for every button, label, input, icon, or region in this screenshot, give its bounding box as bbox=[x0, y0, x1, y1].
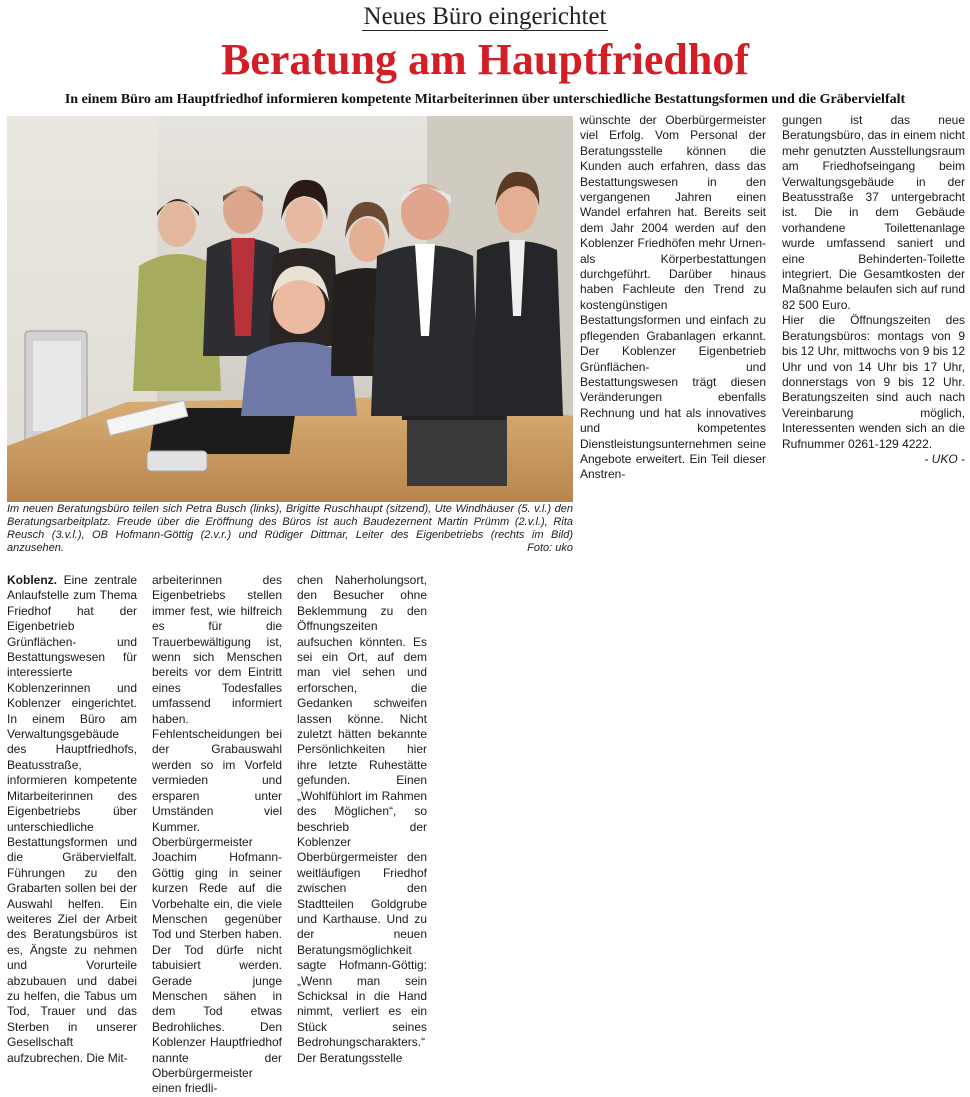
photo-credit: Foto: uko bbox=[527, 542, 573, 554]
column-1-paragraph bbox=[7, 573, 137, 1066]
column-5-paragraph-1: gungen ist das neue Beratungsbüro, das in einem nicht mehr genutzten Ausstellungsraum am Friedhofseingang beim Verwaltungsgebäude in der Beatusstraße 37 untergebracht ist. Die in dem Gebäude vorhandene Toilettenanlage wurde umfassend saniert und eine Behinderten-Toilette integriert. Die Gesamtkosten der Maßnahme belaufen sich auf rund 82 500 Euro. bbox=[782, 113, 965, 312]
kicker bbox=[0, 2, 970, 32]
dateline: Koblenz. bbox=[7, 573, 57, 587]
photo-illustration bbox=[7, 116, 573, 502]
column-2 bbox=[152, 573, 282, 1097]
column-3 bbox=[297, 573, 427, 1066]
column-2-paragraph-2: Oberbürgermeister Joachim Hofmann-Göttig ging in seiner kurzen Rede auf die Vorbehalte ein, die viele Menschen gegenüber Tod und Sterben haben. Der Tod dürfe nicht tabuisiert werden. Gerade junge Menschen sähen in dem Tod etwas Bedrohliches. Den Koblenzer Hauptfriedhof nannte der Oberbürgermeister einen friedli- bbox=[152, 834, 282, 1096]
photo-caption bbox=[7, 503, 573, 569]
kicker-text: Neues Büro eingerichtet bbox=[363, 3, 607, 30]
column-4 bbox=[580, 113, 766, 483]
headline: Beratung am Hauptfriedhof bbox=[221, 35, 749, 84]
column-4-paragraph: wünschte der Oberbürgermeister viel Erfolg. Vom Personal der Beratungsstelle können die Kunden auch erfahren, dass das Bestattungswesen in den vergangenen Jahren einen Wandel erfahren hat. Bereits seit dem Jahr 2004 werden auf den Koblenzer Friedhöfen mehr Urnen- als Körperbestattungen durchgeführt. Darüber hinaus haben Fachleute den Trend zu kostengünstigen Bestattungsformen und einfach zu pflegenden Grabanlagen erkannt. Der Koblenzer Eigenbetrieb Grünflächen- und Bestattungswesen trägt diesen Veränderungen ebenfalls Rechnung und hat als innovatives und kompetentes Dienstleistungsunternehmen seine Angebote erweitert. Ein Teil dieser Anstren- bbox=[580, 113, 766, 482]
column-1-text: Eine zentrale Anlaufstelle zum Thema Friedhof hat der Eigenbetrieb Grünflächen- und Bestattungswesen für interessierte Koblenzerinnen und Koblenzer eingerichtet. In einem Büro am Verwaltungsgebäude des Hauptfriedhofs, Beatusstraße, informieren kompetente Mitarbeiterinnen des Eigenbetriebs über unterschiedliche Bestattungsformen und die Gräbervielfalt. Führungen zu den Grabarten sollen bei der Auswahl helfen. Ein weiteres Ziel der Arbeit des Beratungsbüros ist es, Ängste zu nehmen und Vorurteile abzubauen und dabei zu helfen, die Tabus um Tod, Trauer und das Sterben in unserer Gesellschaft aufzubrechen. Die Mit- bbox=[7, 573, 137, 1065]
column-5-paragraph-2-text: Hier die Öffnungszeiten des Beratungsbüros: montags von 9 bis 12 Uhr, mittwochs von 9 bis 12 Uhr und von 14 Uhr bis 17 Uhr, donnerstags von 9 bis 12 Uhr. Beratungszeiten sind auch nach Vereinbarung möglich, Interessenten wenden sich an die Rufnummer 0261-129 4222. bbox=[782, 313, 965, 451]
column-5 bbox=[782, 113, 965, 467]
column-2-paragraph-1: arbeiterinnen des Eigenbetriebs stellen immer fest, wie hilfreich es für die Trauerbewältigung ist, wenn sich Menschen bereits vor dem Eintritt eines Todesfalles umfassend informiert haben. Fehlentscheidungen bei der Grabauswahl werden so im Vorfeld vermieden und ersparen unter Umständen viel Kummer. bbox=[152, 573, 282, 834]
author-signature: - UKO - bbox=[924, 451, 965, 466]
subheadline: In einem Büro am Hauptfriedhof informieren kompetente Mitarbeiterinnen über unterschiedliche Bestattungsformen und die Gräbervielfalt bbox=[64, 92, 906, 107]
column-3-paragraph: chen Naherholungsort, den Besucher ohne Beklemmung zu den Öffnungszeiten aufsuchen könnten. Es sei ein Ort, auf dem man viel sehen und erforschen, die Gedanken schweifen lassen könne. Nicht zuletzt hätten bekannte Persönlichkeiten hier ihre letzte Ruhestätte gefunden. Einen „Wohlfühlort im Rahmen des Möglichen“, so beschrieb der Koblenzer Oberbürgermeister den weitläufigen Friedhof zwischen den Stadtteilen Goldgrube und Karthause. Und zu der neuen Beratungsmöglichkeit sagte Hofmann-Göttig: „Wenn man sein Schicksal in die Hand nimmt, verliert es ein Stück seines Bedrohungscharakters.“ Der Beratungsstelle bbox=[297, 573, 427, 1065]
photo-caption-text: Im neuen Beratungsbüro teilen sich Petra Busch (links), Brigitte Ruschhaupt (sitzend), Ute Windhäuser (5. v.l.) den Beratungsarbeitplatz. Freude über die Eröffnung des Büros ist auch Baudezernent Martin Prümm (2.v.l.), Rita Reusch (3.v.l.), OB Hofmann-Göttig (2.v.r.) und Rüdiger Dittmar, Leiter des Eigenbetriebs (rechts im Bild) anzusehen. bbox=[7, 503, 573, 554]
column-5-paragraph-2 bbox=[782, 313, 965, 466]
column-1 bbox=[7, 573, 137, 1066]
article-photo bbox=[7, 116, 573, 502]
